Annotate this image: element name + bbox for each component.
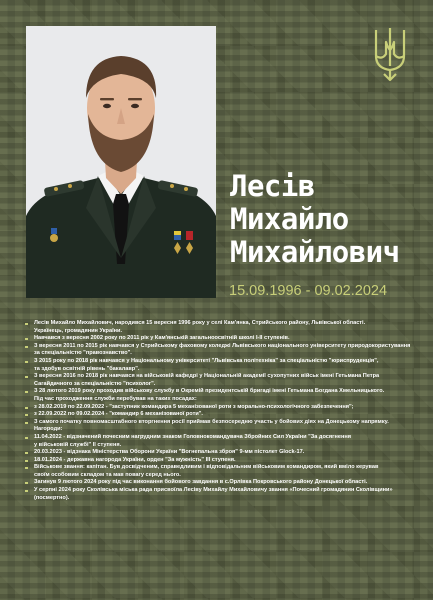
biography-line: та здобув освітній рівень "бакалавр". [34, 365, 140, 372]
biography-line: у військовій службі" ІІ ступеня. [34, 441, 122, 448]
biography-line: Українець, громадянин України. [34, 327, 123, 334]
biography-line: (посмертно). [34, 494, 70, 501]
biography-line: Під час проходження служби перебував на таких посадах: [34, 395, 197, 402]
life-dates: 15.09.1996 - 09.02.2024 [229, 283, 388, 299]
surname: Лесів [230, 169, 315, 203]
biography-line: Військове звання: капітан. Був досвідченим, справедливим і відповідальним військовим командиром, який вміло керував [24, 464, 416, 472]
biography-line: з 28.02.2019 по 22.09.2022 - "заступник командира 5 механізованої роти з морально-психологічного забезпечення"; [24, 404, 416, 412]
biography-line: Загинув 9 лютого 2024 року під час виконання бойового завдання в с.Орлівка Покровського району Донецької області. [24, 479, 416, 487]
biography-list [24, 320, 416, 502]
full-name [230, 170, 400, 269]
biography-line: У серпні 2024 року Сколівська міська рада присвоїла Лесіву Михайлу Михайловичу звання «Почесний громадянин Сколівщини» [24, 487, 416, 495]
portrait-photo [26, 26, 216, 298]
portrait-illustration [26, 26, 216, 298]
biography-line: З вересня 2011 по 2015 рік навчався у Стрийському фаховому коледжі Львівського національного університету природокористування [24, 343, 416, 351]
ukrainian-trident-icon [372, 26, 408, 82]
biography-line: Нагороди: [34, 426, 63, 433]
biography-line: З 2015 року по 2018 рік навчався у Національному університеті "Львівська політехніка" за спеціальністю "юриспруденція", [24, 358, 416, 366]
biography-line: 11.04.2022 - відзначений почесним нагрудним знаком Головнокомандувача Збройних Сил України "За досягнення [24, 434, 416, 442]
biography-line: 20.03.2023 - відзнака Міністерства Оборони України "Вогнепальна зброя" 9-мм пістолет Glock-17. [24, 449, 416, 457]
biography-line: з 22.09.2022 по 09.02.2024 - "командир 6 механізованої роти". [24, 411, 416, 419]
biography-line: З вересня 2016 по 2018 рік навчався на військовій кафедрі у Національній академії сухопутних військ імені Гетьмана Петра [24, 373, 416, 381]
biography-line: Сагайдачного за спеціальністю "психолог". [34, 380, 156, 387]
biography-line: Лесів Михайло Михайлович, народився 15 вересня 1996 року у селі Кам'янка, Стрийського району, Львівської області. [24, 320, 416, 328]
biography-line: З самого початку повномасштабного вторгнення росії приймав безпосередню участь у бойових діях на Донецькому напрямку. [24, 419, 416, 427]
biography-line: З 28 лютого 2019 року проходив військову службу в Окремій президентській бригаді імені Гетьмана Богдана Хмельницького. [24, 388, 416, 396]
biography-line: своїм особовим складом та мав повагу серед нього. [34, 471, 181, 478]
biography-line: за спеціальністю "правознавство". [34, 350, 132, 357]
patronymic: Михайлович [230, 235, 400, 269]
biography-line: Навчався з вересня 2002 року по 2011 рік у Кам'янській загальноосвітній школі І-ІІ ступенів. [24, 335, 416, 343]
biography-line: 18.01.2024 - державна нагорода України, орден "За мужність" ІІІ ступеня. [24, 457, 416, 465]
first-name: Михайло [230, 202, 349, 236]
